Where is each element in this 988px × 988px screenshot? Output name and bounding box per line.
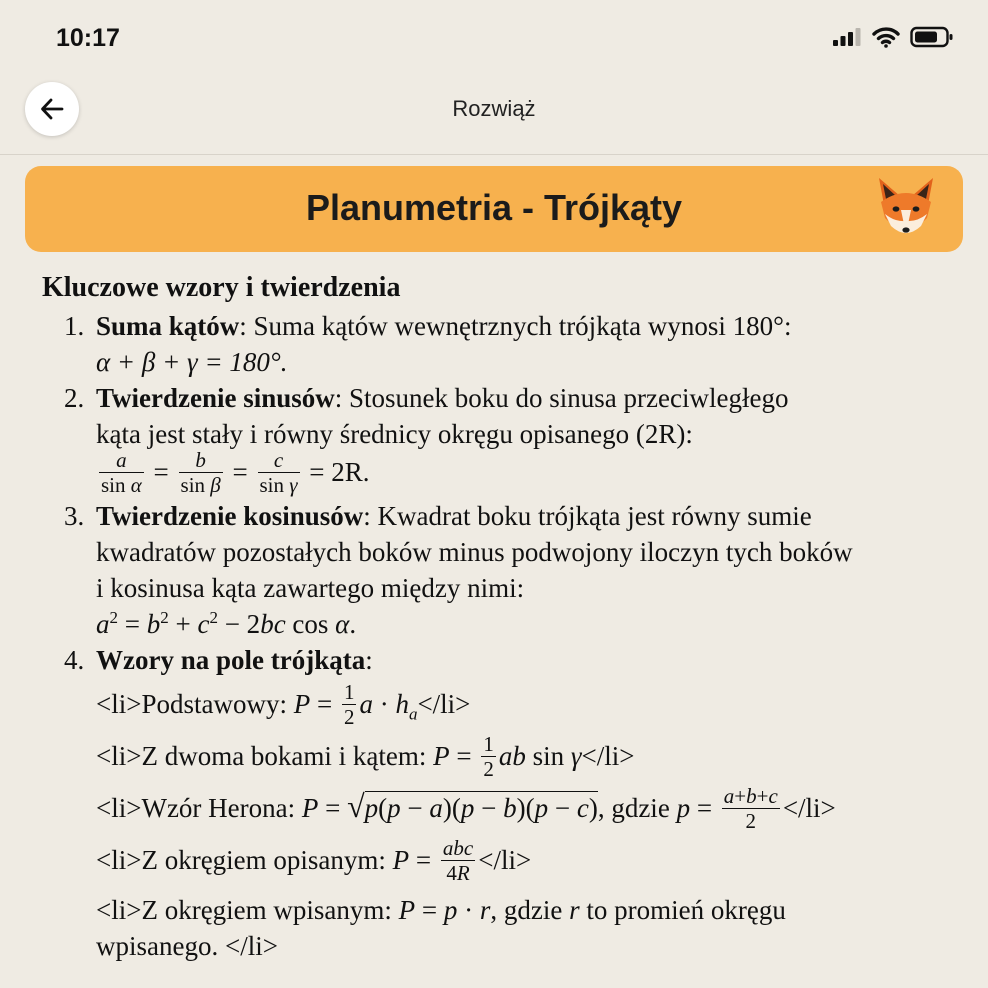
status-icons [832, 26, 954, 48]
status-bar [0, 0, 988, 76]
battery-icon [910, 26, 954, 48]
wifi-icon [872, 26, 900, 48]
fox-mascot-icon [873, 174, 939, 240]
item-title: Suma kątów [96, 311, 240, 341]
item-text: : Kwadrat boku trójkąta jest równy sumie [363, 501, 812, 531]
item-formula: $\frac{a}{\text{sin α}}$ = $\frac{b}{\text{sin β}}$ = $\frac{c}{\text{sin γ}}$ = 2R. [101, 448, 370, 497]
formula-list [42, 308, 977, 964]
item-text: : [365, 645, 373, 675]
item-title: Wzory na pole trójkąta [96, 645, 366, 675]
status-time: 10:17 [56, 24, 120, 52]
fraction-b-sin-beta: $\frac{b}{\text{sin β}}$ [180, 448, 221, 497]
item-number: 4. [64, 645, 85, 675]
item-formula: $a^2 = b^2 + c^2 - 2bc$ cos α. [96, 608, 357, 639]
item-title: Twierdzenie kosinusów [96, 501, 364, 531]
list-item [42, 498, 977, 642]
item-number: 1. [64, 311, 85, 341]
item-line: kąta jest stały i równy średnicy okręgu opisanego (2R): [96, 419, 693, 449]
banner-title: Planumetria - Trójkąty [305, 187, 683, 228]
item-number: 3. [64, 501, 85, 531]
area-formula-heron: <li>Wzór Herona: P = √p(p − a)(p − b)(p − c), gdzie p = $\frac{a+b+c}{2}$ </li> [96, 784, 836, 833]
area-formula-two-sides: <li>Z dwoma bokami i kątem: P = $\frac{1}{2}$ ab sin γ</li> [96, 732, 635, 781]
area-formula-basic: <li>Podstawowy: P = $\frac{1}{2}$ $a \cdot h_a</li>$ [96, 680, 471, 729]
item-line [96, 642, 977, 678]
signal-icon [832, 27, 862, 47]
sqrt-symbol: √ [347, 788, 365, 825]
list-item [42, 642, 977, 964]
item-line: kwadratów pozostałych boków minus podwojony iloczyn tych boków [96, 537, 853, 567]
item-formula [96, 344, 977, 380]
item-text: : Stosunek boku do sinusa przeciwległego [334, 383, 789, 413]
item-line [96, 498, 977, 534]
list-item [42, 380, 977, 498]
fraction-a-sin-alpha: $\frac{a}{\text{sin α}}$ [101, 448, 142, 497]
area-formula-inscribed: <li>Z okręgiem wpisanym: P = p · r, gdzie r to promień okręgu [96, 895, 786, 925]
list-item [42, 308, 977, 380]
section-title: Kluczowe wzory i twierdzenia [42, 272, 401, 303]
fraction-c-sin-gamma: $\frac{c}{\text{sin γ}}$ [259, 448, 298, 497]
topic-banner [25, 166, 963, 252]
area-formula-inscribed-cont: wpisanego. </li> [96, 931, 278, 961]
item-text: : Suma kątów wewnętrznych trójkąta wynosi 180°: [239, 311, 792, 341]
area-formula-circumscribed: <li>Z okręgiem opisanym: P = $\frac{\text{abc}}{4R}$ </li> [96, 836, 532, 885]
item-title: Twierdzenie sinusów [96, 383, 335, 413]
item-line: i kosinusa kąta zawartego między nimi: [96, 573, 525, 603]
item-line [96, 308, 977, 344]
area-formula-list [96, 680, 977, 964]
nav-title: Rozwiąż [452, 96, 536, 121]
formula-tail: = 2R. [309, 457, 370, 488]
item-line [96, 380, 977, 416]
nav-bar [0, 76, 988, 155]
formula-content [42, 270, 977, 970]
item-number: 2. [64, 383, 85, 413]
formula-text: α + β + γ = 180°. [96, 347, 288, 377]
